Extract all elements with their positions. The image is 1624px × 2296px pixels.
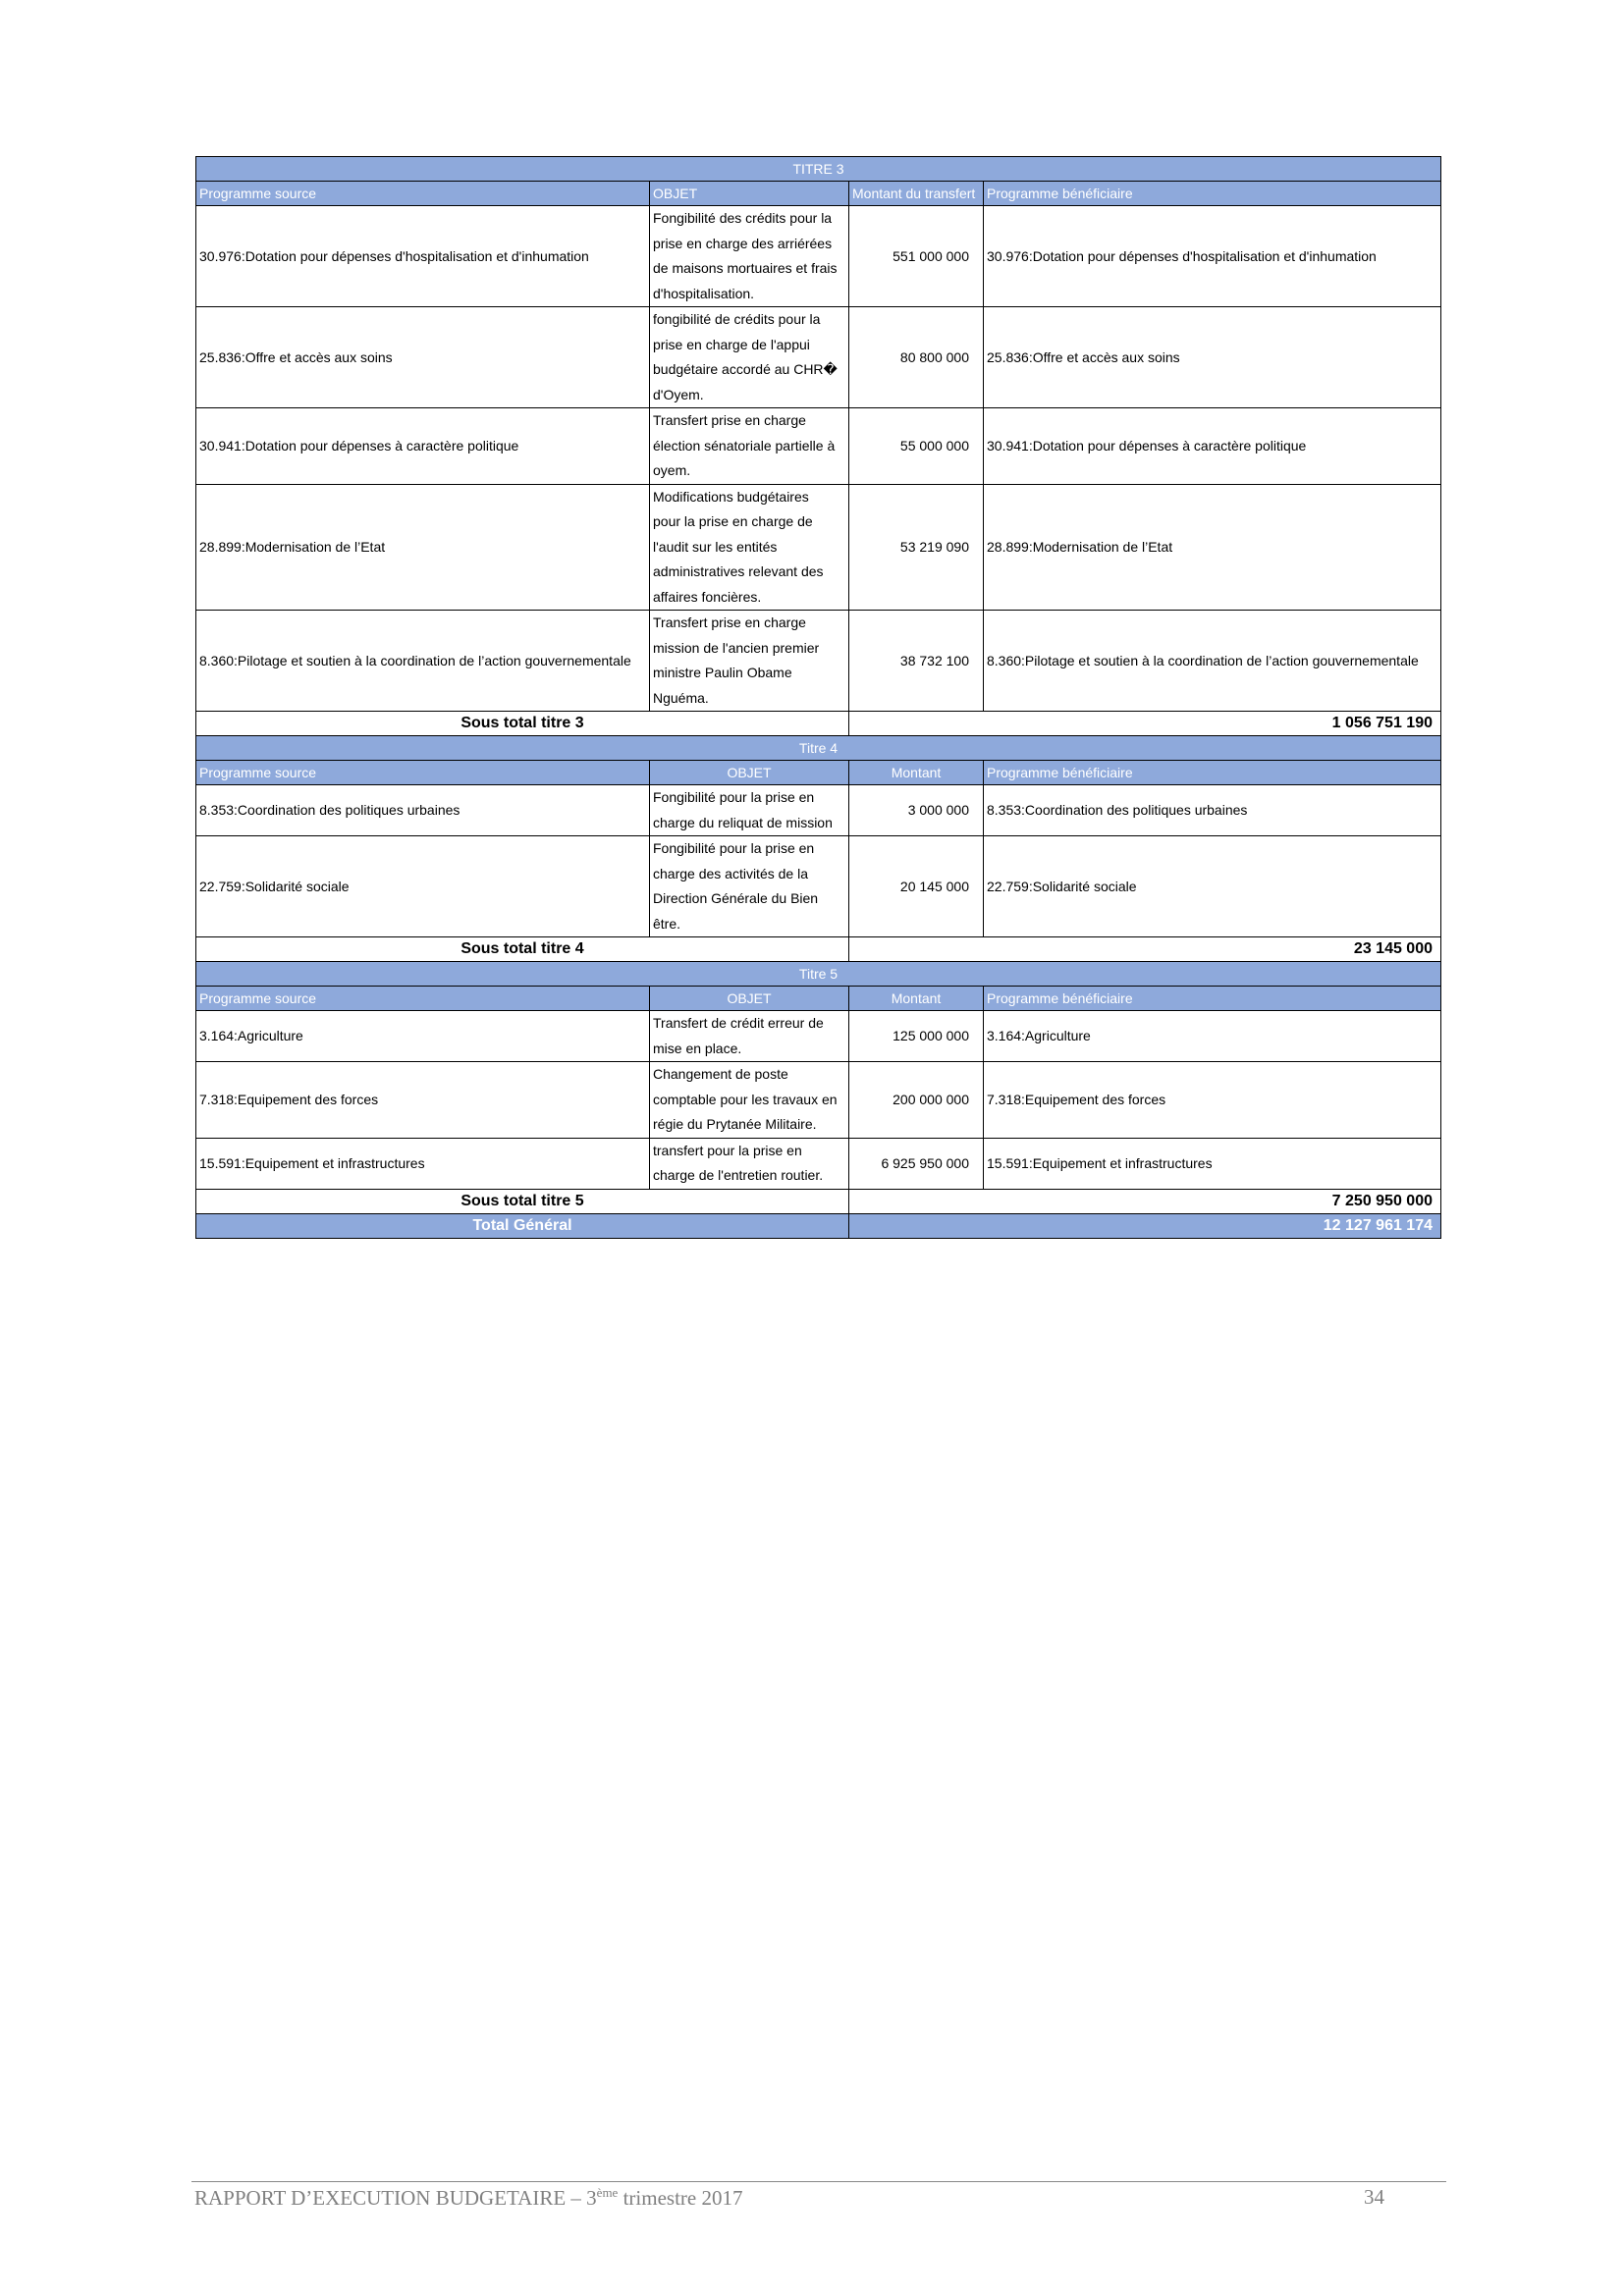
footer-superscript: ème: [596, 2185, 619, 2200]
objet-line: Transfert prise en charge: [653, 412, 806, 428]
grand-total-row: [196, 1213, 1441, 1238]
table-row: [196, 206, 1441, 307]
objet-line: prise en charge des arriérées: [653, 235, 833, 251]
programme-beneficiaire-cell: 30.976:Dotation pour dépenses d'hospitalisation et d'inhumation: [984, 206, 1441, 307]
objet-cell: [650, 206, 849, 307]
programme-source-cell: 8.353:Coordination des politiques urbaines: [196, 785, 650, 836]
montant-cell: 6 925 950 000: [849, 1138, 984, 1189]
table-row: [196, 1138, 1441, 1189]
table-row: [196, 484, 1441, 611]
header-montant: Montant du transfert: [849, 182, 984, 206]
programme-beneficiaire-cell: 8.353:Coordination des politiques urbaines: [984, 785, 1441, 836]
montant-cell: 3 000 000: [849, 785, 984, 836]
objet-cell: [650, 1011, 849, 1062]
subtotal-label: Sous total titre 3: [196, 712, 849, 736]
programme-beneficiaire-cell: 15.591:Equipement et infrastructures: [984, 1138, 1441, 1189]
programme-beneficiaire-cell: 7.318:Equipement des forces: [984, 1062, 1441, 1139]
objet-line: d'hospitalisation.: [653, 285, 755, 301]
section-title: TITRE 3: [196, 157, 1441, 182]
objet-line: transfert pour la prise en: [653, 1142, 802, 1158]
footer-title-suffix: trimestre 2017: [618, 2186, 743, 2210]
objet-line: ministre Paulin Obame: [653, 665, 792, 680]
objet-line: Fongibilité pour la prise en: [653, 840, 815, 856]
objet-line: charge de l'entretien routier.: [653, 1167, 824, 1183]
objet-line: Fongibilité des crédits pour la: [653, 210, 833, 226]
column-header-row: [196, 987, 1441, 1011]
objet-line: prise en charge de l'appui: [653, 336, 810, 352]
programme-source-cell: 3.164:Agriculture: [196, 1011, 650, 1062]
page-number: 34: [1364, 2185, 1384, 2209]
objet-line: pour la prise en charge de: [653, 513, 813, 529]
programme-source-cell: 8.360:Pilotage et soutien à la coordination de l’action gouvernementale: [196, 611, 650, 712]
subtotal-label: Sous total titre 4: [196, 937, 849, 962]
objet-line: fongibilité de crédits pour la: [653, 311, 821, 327]
montant-cell: 80 800 000: [849, 307, 984, 408]
objet-line: Fongibilité pour la prise en: [653, 789, 815, 805]
programme-beneficiaire-cell: 3.164:Agriculture: [984, 1011, 1441, 1062]
objet-line: charge du reliquat de mission: [653, 814, 833, 830]
montant-cell: 38 732 100: [849, 611, 984, 712]
objet-cell: [650, 408, 849, 485]
objet-line: Transfert prise en charge: [653, 614, 806, 630]
objet-line: de maisons mortuaires et frais: [653, 260, 838, 276]
programme-source-cell: 7.318:Equipement des forces: [196, 1062, 650, 1139]
objet-line: budgétaire accordé au CHR�: [653, 361, 838, 377]
table-row: [196, 408, 1441, 485]
subtotal-row: [196, 937, 1441, 962]
objet-line: charge des activités de la: [653, 865, 808, 881]
objet-line: être.: [653, 915, 681, 932]
objet-line: régie du Prytanée Militaire.: [653, 1116, 817, 1132]
section-title: Titre 4: [196, 736, 1441, 761]
section-title-row: [196, 962, 1441, 987]
programme-beneficiaire-cell: 30.941:Dotation pour dépenses à caractère politique: [984, 408, 1441, 485]
header-programme-beneficiaire: Programme bénéficiaire: [984, 987, 1441, 1011]
header-objet: OBJET: [650, 761, 849, 785]
montant-cell: 53 219 090: [849, 484, 984, 611]
budget-transfer-table: [195, 156, 1441, 1239]
objet-line: mise en place.: [653, 1040, 742, 1056]
header-montant: Montant: [849, 987, 984, 1011]
objet-line: oyem.: [653, 462, 691, 478]
programme-beneficiaire-cell: 28.899:Modernisation de l’Etat: [984, 484, 1441, 611]
table-row: [196, 1062, 1441, 1139]
objet-line: Direction Générale du Bien: [653, 890, 819, 906]
objet-cell: [650, 484, 849, 611]
programme-source-cell: 30.941:Dotation pour dépenses à caractère politique: [196, 408, 650, 485]
subtotal-value: 23 145 000: [849, 937, 1441, 962]
objet-line: élection sénatoriale partielle à: [653, 437, 836, 454]
programme-beneficiaire-cell: 22.759:Solidarité sociale: [984, 836, 1441, 937]
column-header-row: [196, 761, 1441, 785]
objet-line: comptable pour les travaux en: [653, 1091, 838, 1107]
header-programme-source: Programme source: [196, 761, 650, 785]
section-title-row: [196, 157, 1441, 182]
section-title-row: [196, 736, 1441, 761]
page-footer: [194, 2185, 1384, 2211]
objet-cell: [650, 307, 849, 408]
objet-cell: [650, 836, 849, 937]
montant-cell: 125 000 000: [849, 1011, 984, 1062]
subtotal-row: [196, 1189, 1441, 1213]
programme-source-cell: 15.591:Equipement et infrastructures: [196, 1138, 650, 1189]
header-objet: OBJET: [650, 182, 849, 206]
subtotal-value: 1 056 751 190: [849, 712, 1441, 736]
table-row: [196, 611, 1441, 712]
objet-line: Transfert de crédit erreur de: [653, 1015, 824, 1031]
montant-cell: 551 000 000: [849, 206, 984, 307]
objet-line: administratives relevant des: [653, 563, 824, 579]
subtotal-row: [196, 712, 1441, 736]
objet-cell: [650, 1138, 849, 1189]
footer-divider: [191, 2181, 1446, 2182]
programme-source-cell: 28.899:Modernisation de l’Etat: [196, 484, 650, 611]
footer-title-text: RAPPORT D’EXECUTION BUDGETAIRE – 3: [194, 2186, 597, 2210]
grand-total-value: 12 127 961 174: [849, 1213, 1441, 1238]
header-objet: OBJET: [650, 987, 849, 1011]
grand-total-label: Total Général: [196, 1213, 849, 1238]
objet-cell: [650, 785, 849, 836]
programme-beneficiaire-cell: 8.360:Pilotage et soutien à la coordination de l’action gouvernementale: [984, 611, 1441, 712]
montant-cell: 55 000 000: [849, 408, 984, 485]
programme-beneficiaire-cell: 25.836:Offre et accès aux soins: [984, 307, 1441, 408]
table-row: [196, 836, 1441, 937]
objet-line: l'audit sur les entités: [653, 538, 778, 555]
section-title: Titre 5: [196, 962, 1441, 987]
objet-line: mission de l'ancien premier: [653, 639, 820, 656]
objet-line: Changement de poste: [653, 1066, 788, 1082]
subtotal-label: Sous total titre 5: [196, 1189, 849, 1213]
montant-cell: 20 145 000: [849, 836, 984, 937]
header-programme-source: Programme source: [196, 987, 650, 1011]
programme-source-cell: 25.836:Offre et accès aux soins: [196, 307, 650, 408]
header-programme-beneficiaire: Programme bénéficiaire: [984, 182, 1441, 206]
table-row: [196, 785, 1441, 836]
table-row: [196, 1011, 1441, 1062]
column-header-row: [196, 182, 1441, 206]
objet-cell: [650, 1062, 849, 1139]
objet-line: Nguéma.: [653, 689, 709, 706]
header-programme-beneficiaire: Programme bénéficiaire: [984, 761, 1441, 785]
footer-report-title: [194, 2186, 742, 2210]
objet-line: Modifications budgétaires: [653, 488, 809, 505]
table-row: [196, 307, 1441, 408]
subtotal-value: 7 250 950 000: [849, 1189, 1441, 1213]
header-montant: Montant: [849, 761, 984, 785]
programme-source-cell: 22.759:Solidarité sociale: [196, 836, 650, 937]
objet-cell: [650, 611, 849, 712]
programme-source-cell: 30.976:Dotation pour dépenses d'hospitalisation et d'inhumation: [196, 206, 650, 307]
objet-line: affaires foncières.: [653, 588, 762, 605]
montant-cell: 200 000 000: [849, 1062, 984, 1139]
objet-line: d'Oyem.: [653, 386, 704, 402]
header-programme-source: Programme source: [196, 182, 650, 206]
